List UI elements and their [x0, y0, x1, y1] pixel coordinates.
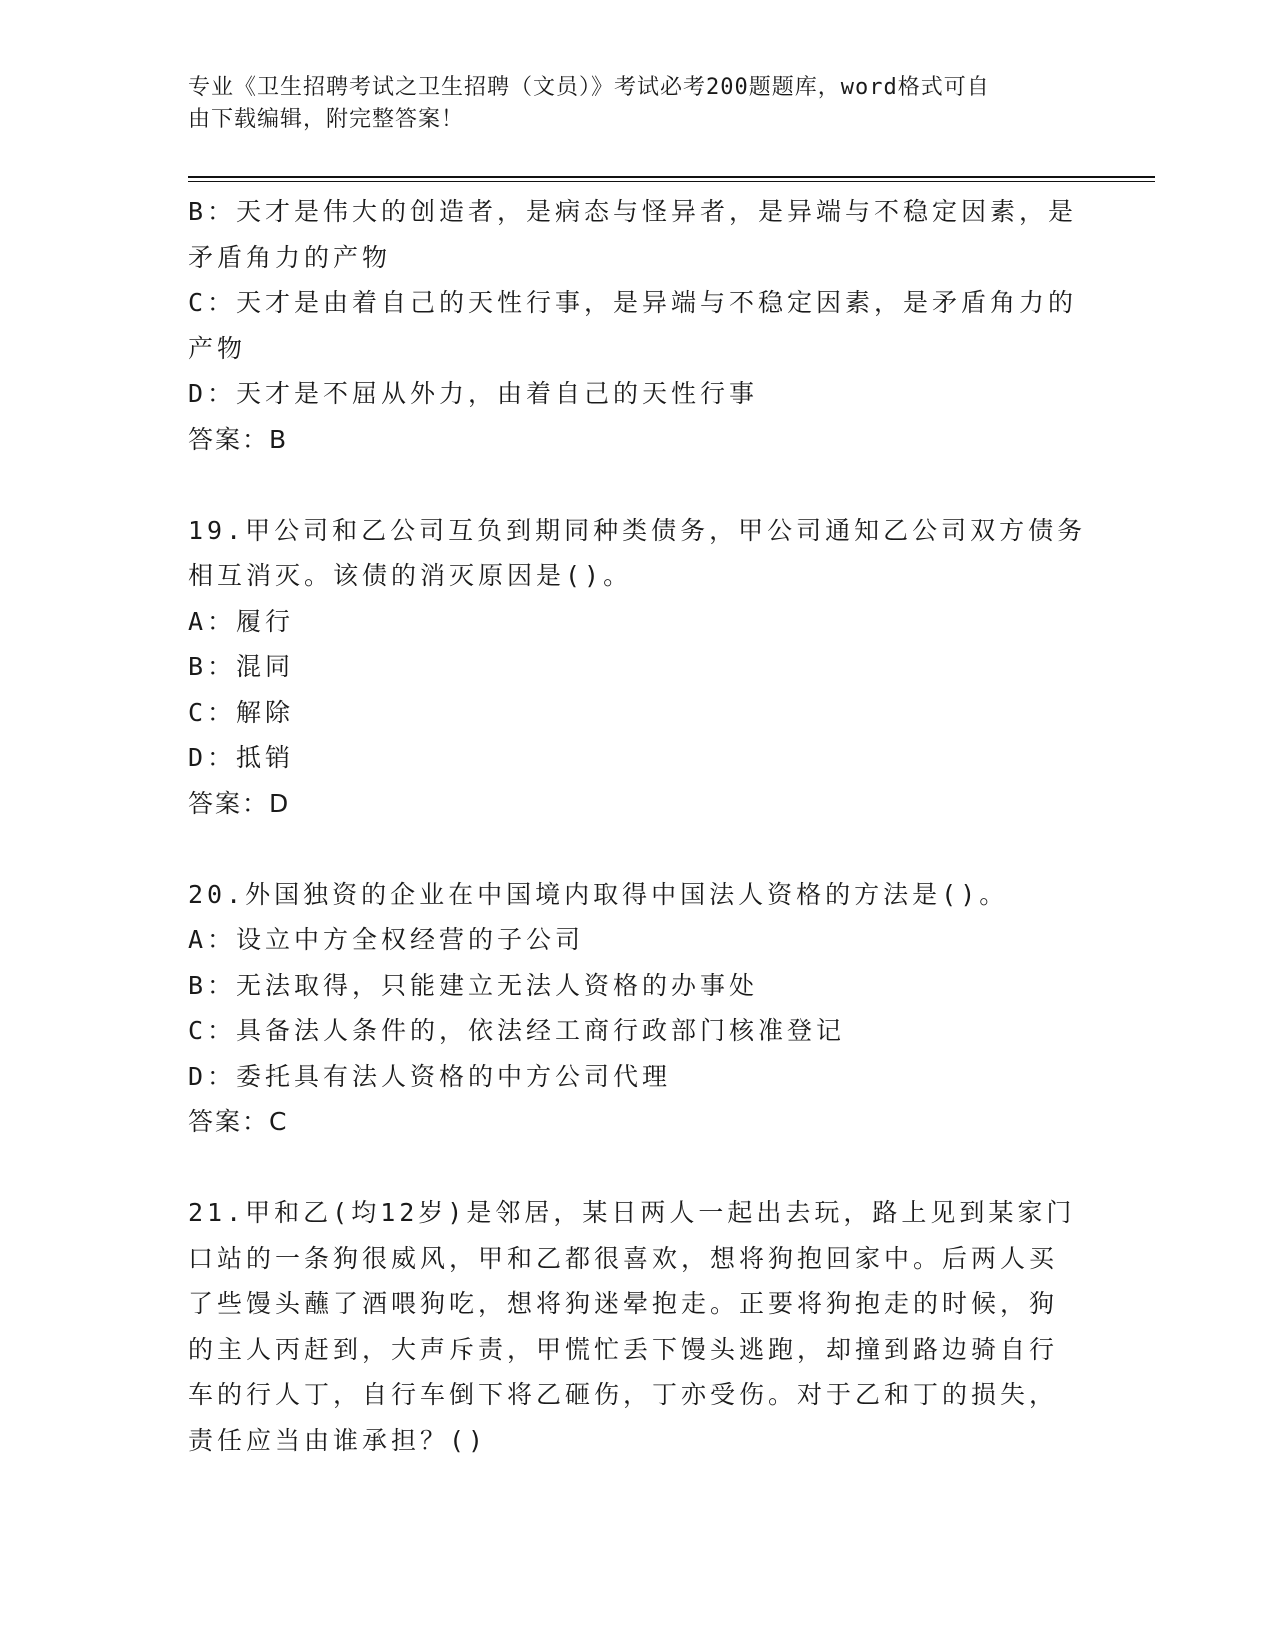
- option-a: A：设立中方全权经营的子公司: [188, 925, 585, 954]
- option-d: D：抵销: [188, 743, 295, 772]
- document-header: [188, 72, 1068, 136]
- option-c: C：解除: [188, 697, 295, 727]
- option-b-line-2: 矛盾角力的产物: [188, 242, 392, 272]
- question-stem-line-2: 相互消灭。该债的消灭原因是()。: [188, 561, 633, 590]
- option-b-line-1: B：天才是伟大的创造者，是病态与怪异者，是异端与不稳定因素，是: [188, 197, 1078, 226]
- question-stem-line-1: 19.甲公司和乙公司互负到期同种类债务，甲公司通知乙公司双方债务: [188, 515, 1087, 545]
- answer: 答案：B: [188, 424, 289, 454]
- question-stem-line-6: 责任应当由谁承担？(): [188, 1425, 488, 1455]
- spacer: [188, 1145, 1088, 1191]
- option-c-line-2: 产物: [188, 333, 247, 363]
- question-stem-line-4: 的主人丙赶到，大声斥责，甲慌忙丢下馒头逃跑，却撞到路边骑自行: [188, 1334, 1059, 1364]
- question-stem-line-3: 了些馒头蘸了酒喂狗吃，想将狗迷晕抱走。正要将狗抱走的时候，狗: [188, 1289, 1059, 1318]
- question-stem-line-1: 20.外国独资的企业在中国境内取得中国法人资格的方法是()。: [188, 879, 1009, 909]
- document-body: [188, 189, 1088, 1463]
- header-line-2: 由下载编辑，附完整答案！: [188, 107, 465, 132]
- spacer: [188, 826, 1088, 872]
- question-stem-line-2: 口站的一条狗很威风，甲和乙都很喜欢，想将狗抱回家中。后两人买: [188, 1243, 1059, 1273]
- question-18-tail: [188, 189, 1088, 462]
- option-d: D：天才是不屈从外力，由着自己的天性行事: [188, 379, 759, 408]
- option-c-line-1: C：天才是由着自己的天性行事，是异端与不稳定因素，是矛盾角力的: [188, 288, 1078, 317]
- spacer: [188, 462, 1088, 508]
- option-b: B：无法取得，只能建立无法人资格的办事处: [188, 970, 759, 1000]
- answer: 答案：C: [188, 1107, 289, 1136]
- header-divider-thin: [188, 181, 1155, 182]
- option-b: B：混同: [188, 652, 295, 681]
- question-20: [188, 872, 1088, 1145]
- question-stem-line-1: 21.甲和乙(均12岁)是邻居，某日两人一起出去玩，路上见到某家门: [188, 1198, 1076, 1227]
- question-21: [188, 1190, 1088, 1463]
- option-c: C：具备法人条件的，依法经工商行政部门核准登记: [188, 1016, 846, 1045]
- header-line-1: 专业《卫生招聘考试之卫生招聘（文员）》考试必考200题题库，word格式可自: [188, 75, 990, 100]
- question-19: [188, 508, 1088, 827]
- option-a: A：履行: [188, 606, 295, 636]
- header-divider-thick: [188, 176, 1155, 178]
- answer: 答案：D: [188, 788, 291, 818]
- question-stem-line-5: 车的行人丁，自行车倒下将乙砸伤，丁亦受伤。对于乙和丁的损失，: [188, 1380, 1059, 1409]
- option-d: D：委托具有法人资格的中方公司代理: [188, 1061, 672, 1091]
